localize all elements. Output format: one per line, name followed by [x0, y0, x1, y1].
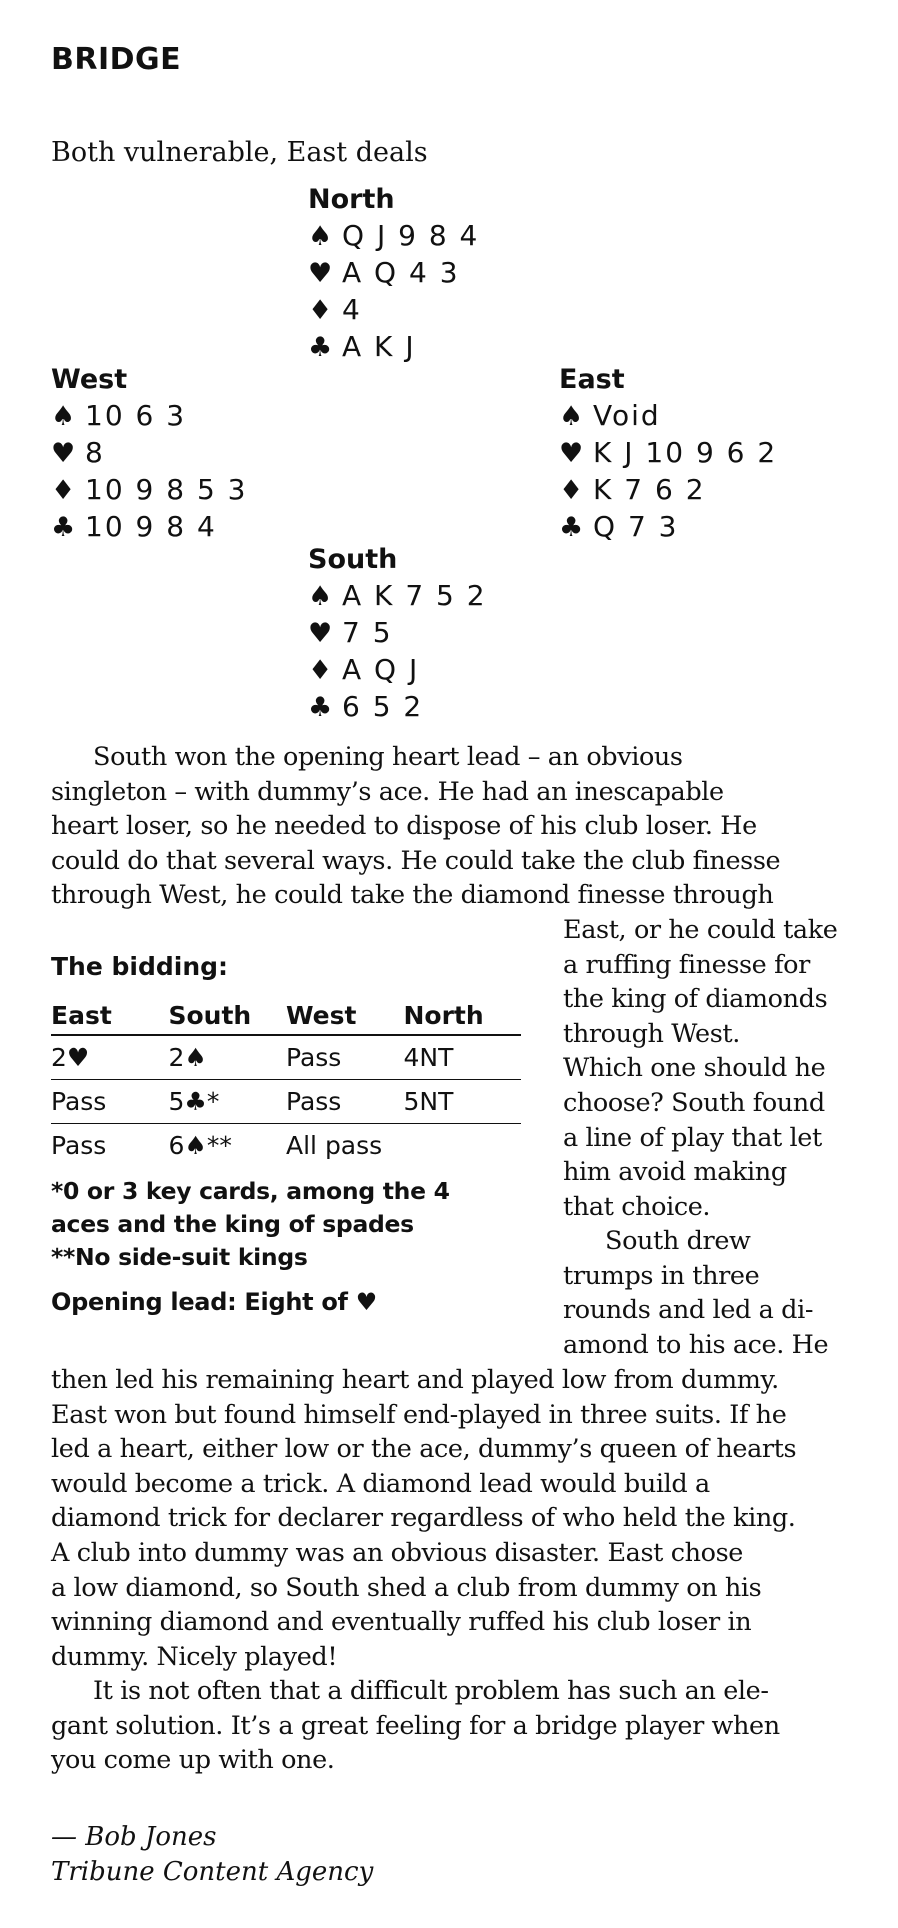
hearts-row	[308, 615, 487, 652]
spades-row	[51, 398, 248, 435]
bid-cell: Pass	[51, 1131, 107, 1160]
clubs-cards: Q 7 3	[593, 510, 679, 543]
text-line: diamond trick for declarer regardless of who held the king.	[51, 1503, 796, 1534]
diamonds-row	[308, 292, 479, 329]
bidding-box	[51, 950, 521, 1319]
article-paragraph-2-column	[563, 1224, 873, 1362]
text-line: led a heart, either low or the ace, dummy’s queen of hearts	[51, 1434, 797, 1465]
byline-author: — Bob Jones	[51, 1822, 217, 1852]
text-line: East, or he could take	[563, 915, 838, 945]
hearts-cards: K J 10 9 6 2	[593, 436, 778, 469]
club-icon: ♣	[559, 512, 584, 543]
player-label: West	[51, 364, 128, 395]
footnote-line: aces and the king of spades	[51, 1210, 414, 1238]
heart-icon: ♥	[308, 618, 333, 649]
spades-row	[308, 218, 479, 255]
text-line: would become a trick. A diamond lead would build a	[51, 1468, 710, 1499]
clubs-row	[308, 689, 487, 726]
text-line: gant solution. It’s a great feeling for a bridge player when	[51, 1710, 780, 1741]
diamonds-cards: 4	[342, 293, 362, 326]
spades-cards: Void	[593, 399, 661, 432]
byline-agency: Tribune Content Agency	[51, 1857, 374, 1887]
text-line: that choice.	[563, 1191, 711, 1222]
text-line: the king of diamonds	[563, 984, 828, 1015]
diamond-icon: ♦	[559, 475, 584, 506]
text-line: through West.	[563, 1018, 740, 1049]
footnote-1	[51, 1175, 521, 1241]
diamonds-cards: 10 9 8 5 3	[85, 473, 248, 506]
vulnerability-line: Both vulnerable, East deals	[51, 137, 428, 168]
club-icon: ♣	[308, 692, 333, 723]
text-line: choose? South found	[563, 1087, 825, 1118]
bidding-row	[51, 1035, 521, 1080]
player-label: North	[308, 184, 395, 215]
bid-cell	[404, 1124, 522, 1168]
bid-cell: Pass	[286, 1080, 404, 1124]
article-paragraph-1-column	[563, 913, 873, 1224]
spades-row	[559, 398, 777, 435]
hand-west	[51, 362, 248, 546]
byline	[51, 1820, 373, 1890]
text-line: through West, he could take the diamond finesse through	[51, 880, 774, 911]
spade-icon: ♠	[308, 221, 333, 252]
diamond-icon: ♦	[308, 655, 333, 686]
hearts-cards: 8	[85, 436, 105, 469]
bid-cell: Pass	[286, 1035, 404, 1080]
spades-cards: 10 6 3	[85, 399, 187, 432]
bid-cell: All pass	[286, 1131, 383, 1160]
club-icon: ♣	[51, 512, 76, 543]
text-line: a low diamond, so South shed a club from dummy on his	[51, 1572, 762, 1603]
clubs-cards: 6 5 2	[342, 690, 424, 723]
spade-icon: ♠	[51, 401, 76, 432]
clubs-cards: 10 9 8 4	[85, 510, 217, 543]
diamond-icon: ♦	[308, 295, 333, 326]
bid-cell: 4NT	[404, 1035, 522, 1080]
bid-cell: 2♠	[169, 1035, 287, 1080]
text-line: amond to his ace. He	[563, 1329, 829, 1360]
text-line: A club into dummy was an obvious disaster. East chose	[51, 1537, 743, 1568]
text-line: then led his remaining heart and played low from dummy.	[51, 1365, 779, 1395]
diamond-icon: ♦	[51, 475, 76, 506]
bid-cell: 2♥	[51, 1035, 169, 1080]
article-paragraph-1	[51, 740, 871, 913]
spades-cards: A K 7 5 2	[342, 579, 487, 612]
hand-north	[308, 182, 479, 366]
bidding-title: The bidding:	[51, 952, 229, 981]
text-line: you come up with one.	[51, 1745, 335, 1776]
bid-cell: 6♠**	[168, 1131, 232, 1160]
column-header-south: South	[169, 996, 287, 1035]
spade-icon: ♠	[308, 581, 333, 612]
bid-cell: 5NT	[404, 1080, 522, 1124]
page-title: BRIDGE	[51, 42, 182, 77]
footnote-2: **No side-suit kings	[51, 1243, 308, 1271]
diamonds-cards: A Q J	[342, 653, 420, 686]
diamonds-row	[51, 472, 248, 509]
clubs-cards: A K J	[342, 330, 416, 363]
bidding-header-row	[51, 996, 521, 1035]
diamonds-cards: K 7 6 2	[593, 473, 706, 506]
text-line: singleton – with dummy’s ace. He had an inescapable	[51, 776, 724, 807]
clubs-row	[51, 509, 248, 546]
club-icon: ♣	[308, 332, 333, 363]
clubs-row	[559, 509, 777, 546]
bidding-table	[51, 996, 521, 1167]
heart-icon: ♥	[559, 438, 584, 469]
hearts-row	[559, 435, 777, 472]
column-header-east: East	[51, 996, 169, 1035]
text-line: could do that several ways. He could take the club finesse	[51, 845, 781, 876]
article-paragraph-3	[51, 1674, 871, 1778]
hearts-row	[308, 255, 479, 292]
opening-lead: Opening lead: Eight of ♥	[51, 1288, 377, 1316]
bidding-row	[51, 1080, 521, 1124]
bid-cell: Pass	[51, 1080, 169, 1124]
text-line: East won but found himself end-played in three suits. If he	[51, 1399, 787, 1430]
hand-south	[308, 542, 487, 726]
clubs-row	[308, 329, 479, 366]
text-line: winning diamond and eventually ruffed his club loser in	[51, 1607, 752, 1638]
heart-icon: ♥	[308, 258, 333, 289]
spade-icon: ♠	[559, 401, 584, 432]
text-line: Which one should he	[563, 1053, 826, 1084]
bidding-row	[51, 1124, 521, 1168]
spades-row	[308, 578, 487, 615]
spades-cards: Q J 9 8 4	[342, 219, 480, 252]
hand-east	[559, 362, 777, 546]
text-line: dummy. Nicely played!	[51, 1641, 338, 1672]
text-line: a line of play that let	[563, 1122, 822, 1153]
column-header-west: West	[286, 996, 404, 1035]
article-paragraph-2	[51, 1363, 871, 1674]
player-label: South	[308, 544, 398, 575]
hearts-row	[51, 435, 248, 472]
footnote-line: *0 or 3 key cards, among the 4	[51, 1177, 450, 1205]
text-line: South won the opening heart lead – an obvious	[93, 742, 683, 772]
text-line: South drew	[605, 1226, 751, 1256]
text-line: rounds and led a di-	[563, 1295, 814, 1326]
heart-icon: ♥	[51, 438, 76, 469]
hearts-cards: A Q 4 3	[342, 256, 460, 289]
text-line: trumps in three	[563, 1260, 760, 1291]
text-line: heart loser, so he needed to dispose of his club loser. He	[51, 811, 757, 842]
column-header-north: North	[404, 996, 522, 1035]
text-line: It is not often that a difficult problem has such an ele-	[93, 1676, 769, 1706]
player-label: East	[559, 364, 625, 395]
text-line: a ruffing finesse for	[563, 949, 810, 980]
text-line: him avoid making	[563, 1157, 787, 1188]
diamonds-row	[308, 652, 487, 689]
bid-cell: 5♣*	[169, 1080, 287, 1124]
diamonds-row	[559, 472, 777, 509]
hearts-cards: 7 5	[342, 616, 393, 649]
